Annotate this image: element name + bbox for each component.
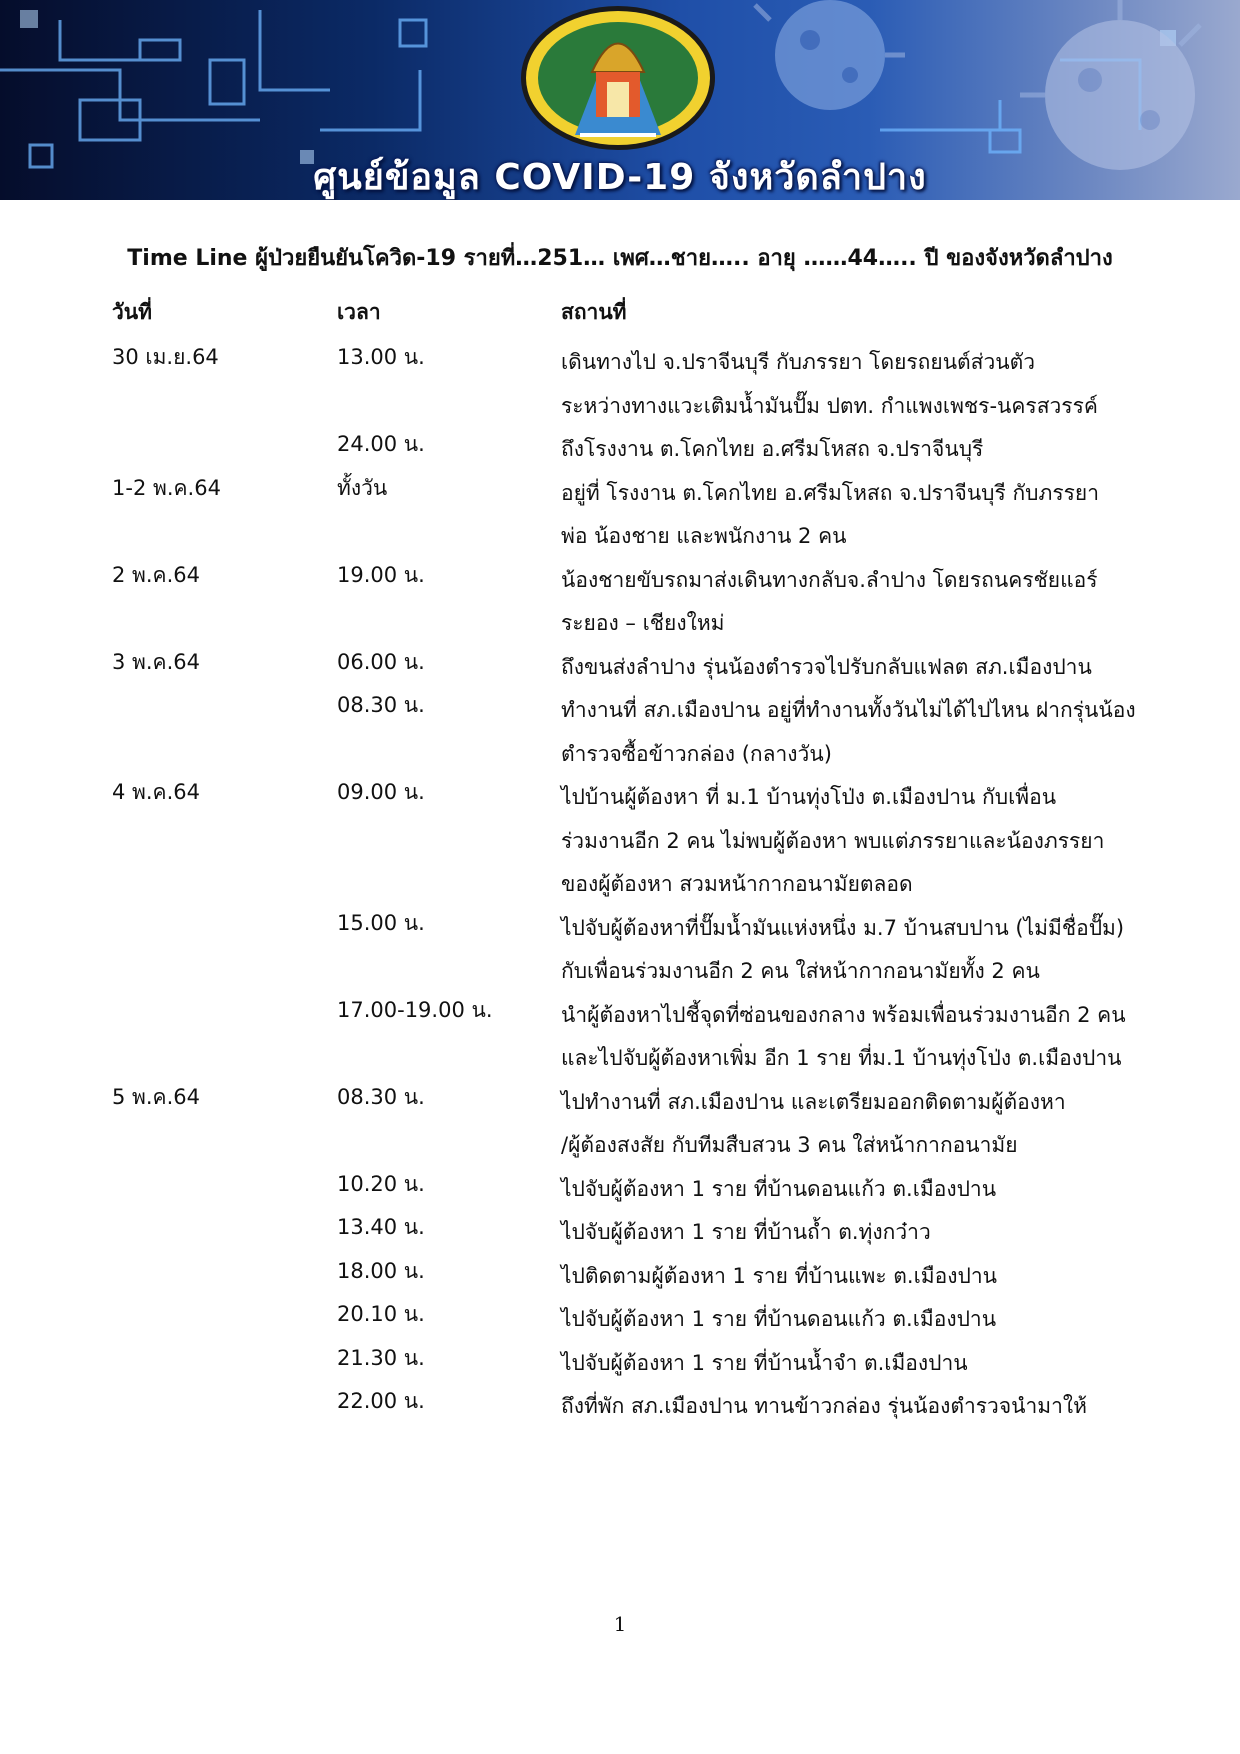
row-place-line: ถึงที่พัก สภ.เมืองปาน ทานข้าวกล่อง รุ่นน้องตำรวจนำมาให้ xyxy=(561,1394,1088,1418)
row-place-line: น้องชายขับรถมาส่งเดินทางกลับจ.ลำปาง โดยรถนครชัยแอร์ xyxy=(561,567,1098,592)
row-time: 19.00 น. xyxy=(337,562,425,587)
row-place-line: ไปจับผู้ต้องหา 1 ราย ที่บ้านน้ำจำ ต.เมืองปาน xyxy=(561,1350,968,1375)
row-time: 24.00 น. xyxy=(337,432,425,456)
document-title: Time Line ผู้ป่วยยืนยันโควิด-19 รายที่…251… เพศ…ชาย….. อายุ ……44….. ปี ของจังหวัดลำปาง xyxy=(127,246,1113,271)
row-place-line: ถึงโรงงาน ต.โคกไทย อ.ศรีมโหสถ จ.ปราจีนบุรี xyxy=(561,437,984,461)
row-place-line: ไปทำงานที่ สภ.เมืองปาน และเตรียมออกติดตามผู้ต้องหา xyxy=(561,1089,1066,1114)
virus-icon xyxy=(755,0,1200,170)
row-time: 13.40 น. xyxy=(337,1215,425,1239)
row-time: ทั้งวัน xyxy=(337,475,388,500)
row-date: 1-2 พ.ค.64 xyxy=(112,475,221,500)
row-time: 22.00 น. xyxy=(337,1389,425,1413)
column-header-time: เวลา xyxy=(337,300,381,324)
page-number: 1 xyxy=(613,1612,627,1636)
row-place-line: ไปจับผู้ต้องหา 1 ราย ที่บ้านถ้ำ ต.ทุ่งกว๋าว xyxy=(561,1220,931,1244)
row-place-line: ไปจับผู้ต้องหาที่ปั๊มน้ำมันแห่งหนึ่ง ม.7 บ้านสบปาน (ไม่มีชื่อปั๊ม) xyxy=(561,915,1125,940)
banner-title: ศูนย์ข้อมูล COVID-19 จังหวัดลำปาง xyxy=(313,157,927,198)
row-place-line: ไปจับผู้ต้องหา 1 ราย ที่บ้านดอนแก้ว ต.เมืองปาน xyxy=(561,1307,997,1331)
seal-emblem xyxy=(521,6,715,150)
row-time: 13.00 น. xyxy=(337,345,425,369)
row-date: 3 พ.ค.64 xyxy=(112,649,200,674)
row-place-line: ระหว่างทางแวะเติมน้ำมันปั๊ม ปตท. กำแพงเพชร-นครสวรรค์ xyxy=(561,393,1098,418)
row-place-line: ระยอง – เชียงใหม่ xyxy=(561,611,725,635)
row-place-line: ถึงขนส่งลำปาง รุ่นน้องตำรวจไปรับกลับแฟลต สภ.เมืองปาน xyxy=(561,654,1092,679)
row-place-line: ทำงานที่ สภ.เมืองปาน อยู่ที่ทำงานทั้งวันไม่ได้ไปไหน ฝากรุ่นน้อง xyxy=(561,698,1136,722)
row-date: 5 พ.ค.64 xyxy=(112,1084,200,1109)
column-header-place: สถานที่ xyxy=(561,300,627,324)
row-time: 08.30 น. xyxy=(337,1084,425,1109)
row-time: 15.00 น. xyxy=(337,910,425,935)
row-place-line: ร่วมงานอีก 2 คน ไม่พบผู้ต้องหา พบแต่ภรรยาและน้องภรรยา xyxy=(561,828,1105,853)
row-time: 09.00 น. xyxy=(337,780,425,804)
row-place-line: ไปบ้านผู้ต้องหา ที่ ม.1 บ้านทุ่งโป่ง ต.เมืองปาน กับเพื่อน xyxy=(561,785,1057,809)
row-place-line: อยู่ที่ โรงงาน ต.โคกไทย อ.ศรีมโหสถ จ.ปราจีนบุรี กับภรรยา xyxy=(561,480,1100,505)
row-place-line: กับเพื่อนร่วมงานอีก 2 คน ใส่หน้ากากอนามัยทั้ง 2 คน xyxy=(561,959,1040,983)
row-time: 10.20 น. xyxy=(337,1171,425,1196)
row-time: 08.30 น. xyxy=(337,693,425,717)
row-place-line: เดินทางไป จ.ปราจีนบุรี กับภรรยา โดยรถยนต์ส่วนตัว xyxy=(561,350,1036,374)
row-place-line: ไปติดตามผู้ต้องหา 1 ราย ที่บ้านแพะ ต.เมืองปาน xyxy=(561,1263,997,1288)
row-place-line: /ผู้ต้องสงสัย กับทีมสืบสวน 3 คน ใส่หน้ากากอนามัย xyxy=(561,1133,1018,1157)
column-header-date: วันที่ xyxy=(112,300,152,324)
row-place-line: ตำรวจซื้อข้าวกล่อง (กลางวัน) xyxy=(561,741,832,766)
header-banner xyxy=(0,0,1240,200)
row-date: 30 เม.ย.64 xyxy=(112,345,219,369)
row-date: 4 พ.ค.64 xyxy=(112,780,200,804)
row-time: 20.10 น. xyxy=(337,1302,425,1326)
row-place-line: พ่อ น้องชาย และพนักงาน 2 คน xyxy=(561,524,847,548)
row-time: 06.00 น. xyxy=(337,649,425,674)
row-date: 2 พ.ค.64 xyxy=(112,562,200,587)
row-place-line: นำผู้ต้องหาไปชี้จุดที่ซ่อนของกลาง พร้อมเพื่อนร่วมงานอีก 2 คน xyxy=(561,1002,1126,1027)
row-time: 17.00-19.00 น. xyxy=(337,997,493,1022)
row-place-line: ของผู้ต้องหา สวมหน้ากากอนามัยตลอด xyxy=(561,872,913,896)
row-place-line: ไปจับผู้ต้องหา 1 ราย ที่บ้านดอนแก้ว ต.เมืองปาน xyxy=(561,1176,997,1201)
row-time: 21.30 น. xyxy=(337,1345,425,1370)
row-time: 18.00 น. xyxy=(337,1258,425,1283)
row-place-line: และไปจับผู้ต้องหาเพิ่ม อีก 1 ราย ที่ม.1 บ้านทุ่งโป่ง ต.เมืองปาน xyxy=(561,1046,1122,1070)
